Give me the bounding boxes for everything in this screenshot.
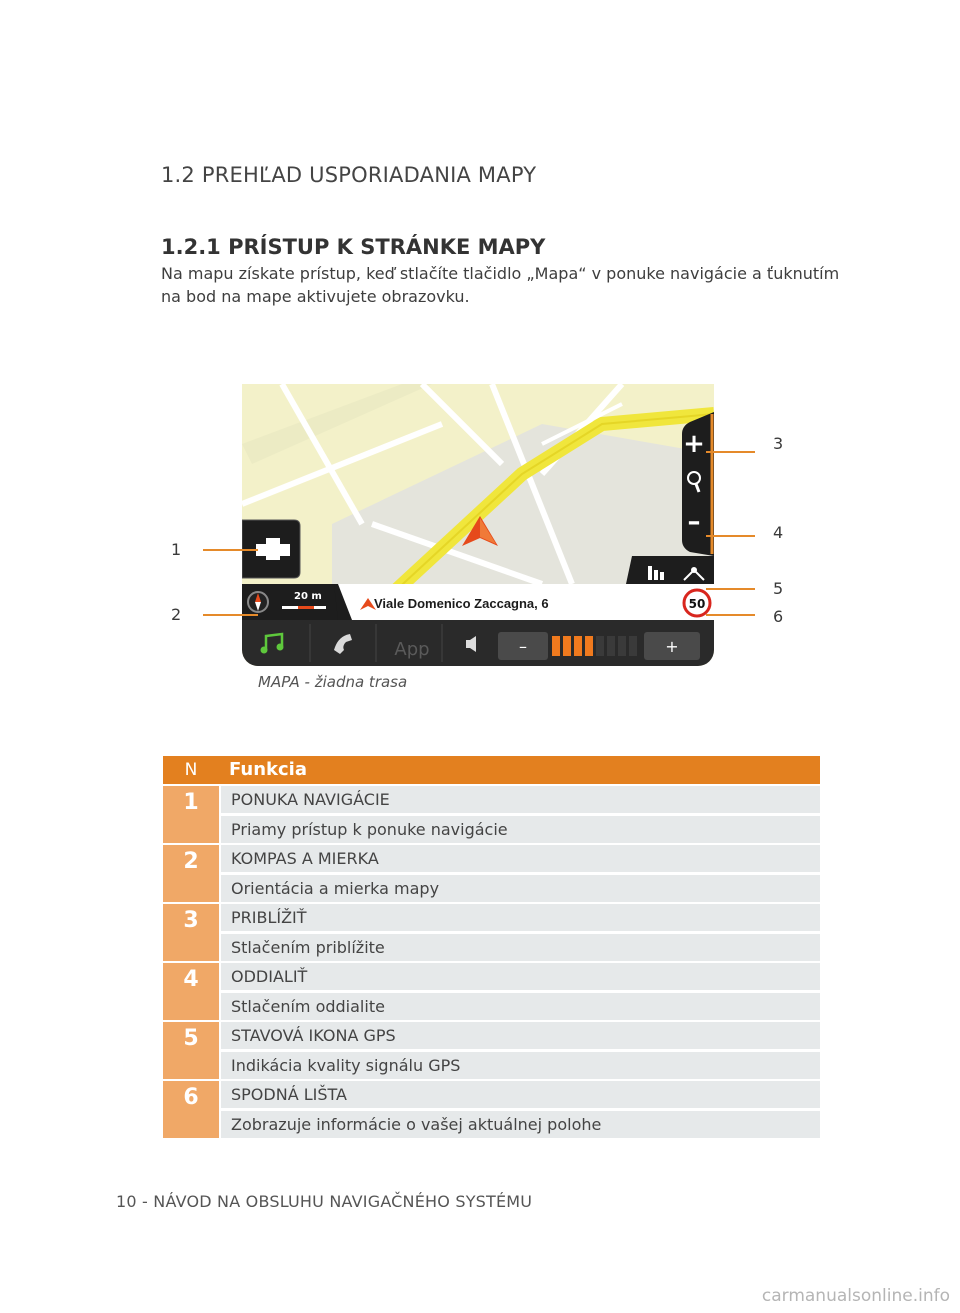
map-caption: MAPA - žiadna trasa bbox=[258, 673, 408, 691]
table-row bbox=[163, 904, 820, 961]
row-title: SPODNÁ LIŠTA bbox=[221, 1081, 820, 1108]
row-title: KOMPAS A MIERKA bbox=[221, 845, 820, 872]
page-footer: 10 - NÁVOD NA OBSLUHU NAVIGAČNÉHO SYSTÉMU bbox=[116, 1192, 533, 1211]
table-row bbox=[163, 845, 820, 902]
row-description: Priamy prístup k ponuke navigácie bbox=[221, 816, 820, 843]
callout-6: 6 bbox=[773, 607, 784, 626]
row-number: 6 bbox=[163, 1081, 219, 1138]
volume-bar bbox=[585, 636, 593, 656]
callout-4: 4 bbox=[773, 523, 784, 542]
speed-limit-value: 50 bbox=[688, 597, 706, 611]
header-function: Funkcia bbox=[229, 759, 307, 780]
zoom-in-button[interactable]: + bbox=[683, 429, 705, 459]
row-description: Orientácia a mierka mapy bbox=[221, 875, 820, 902]
table-header bbox=[163, 756, 820, 784]
volume-bar bbox=[618, 636, 626, 656]
row-number: 4 bbox=[163, 963, 219, 1020]
volume-bar bbox=[596, 636, 604, 656]
table-row bbox=[163, 1022, 820, 1079]
app-button[interactable]: App bbox=[394, 639, 430, 660]
gps-status-panel bbox=[626, 556, 714, 584]
volume-bar bbox=[563, 636, 571, 656]
compass-icon[interactable] bbox=[248, 592, 268, 612]
callout-line-2 bbox=[203, 614, 258, 616]
row-description: Indikácia kvality signálu GPS bbox=[221, 1052, 820, 1079]
callout-3: 3 bbox=[773, 434, 784, 453]
volume-bar bbox=[629, 636, 637, 656]
callout-5: 5 bbox=[773, 579, 784, 598]
table-row bbox=[163, 963, 820, 1020]
table-row bbox=[163, 786, 820, 843]
row-title: PONUKA NAVIGÁCIE bbox=[221, 786, 820, 813]
row-number: 2 bbox=[163, 845, 219, 902]
volume-bar bbox=[574, 636, 582, 656]
row-title: ODDIALIŤ bbox=[221, 963, 820, 990]
navigation-map-screen bbox=[242, 384, 714, 666]
row-number: 5 bbox=[163, 1022, 219, 1079]
callout-2: 2 bbox=[171, 605, 182, 624]
volume-bar bbox=[607, 636, 615, 656]
table-row bbox=[163, 1081, 820, 1138]
volume-bar bbox=[552, 636, 560, 656]
callout-line-3 bbox=[706, 451, 755, 453]
zoom-out-button[interactable]: – bbox=[687, 507, 701, 537]
watermark: carmanualsonline.info bbox=[761, 1286, 950, 1306]
row-number: 3 bbox=[163, 904, 219, 961]
row-title: PRIBLÍŽIŤ bbox=[221, 904, 820, 931]
street-label: Viale Domenico Zaccagna, 6 bbox=[374, 596, 549, 611]
volume-up-label: + bbox=[665, 637, 679, 656]
callout-line-5 bbox=[706, 588, 755, 590]
intro-text: Na mapu získate prístup, keď stlačíte tlačidlo „Mapa“ v ponuke navigácie a ťuknutím na bod na mape aktivujete obrazovku. bbox=[161, 264, 840, 306]
callout-line-6 bbox=[706, 614, 755, 616]
row-number: 1 bbox=[163, 786, 219, 843]
scale-bar bbox=[282, 606, 326, 609]
row-description: Zobrazuje informácie o vašej aktuálnej polohe bbox=[221, 1111, 820, 1138]
row-description: Stlačením priblížite bbox=[221, 934, 820, 961]
header-n: N bbox=[184, 760, 198, 780]
row-description: Stlačením oddialite bbox=[221, 993, 820, 1020]
subsection-title: 1.2.1 PRÍSTUP K STRÁNKE MAPY bbox=[161, 235, 546, 259]
callout-line-1 bbox=[203, 549, 258, 551]
scale-label: 20 m bbox=[294, 591, 322, 602]
function-table bbox=[163, 756, 820, 1138]
volume-down-label: – bbox=[519, 637, 527, 656]
row-title: STAVOVÁ IKONA GPS bbox=[221, 1022, 820, 1049]
callout-line-4 bbox=[706, 535, 755, 537]
callout-1: 1 bbox=[171, 540, 182, 559]
section-title: 1.2 PREHĽAD USPORIADANIA MAPY bbox=[161, 163, 537, 187]
